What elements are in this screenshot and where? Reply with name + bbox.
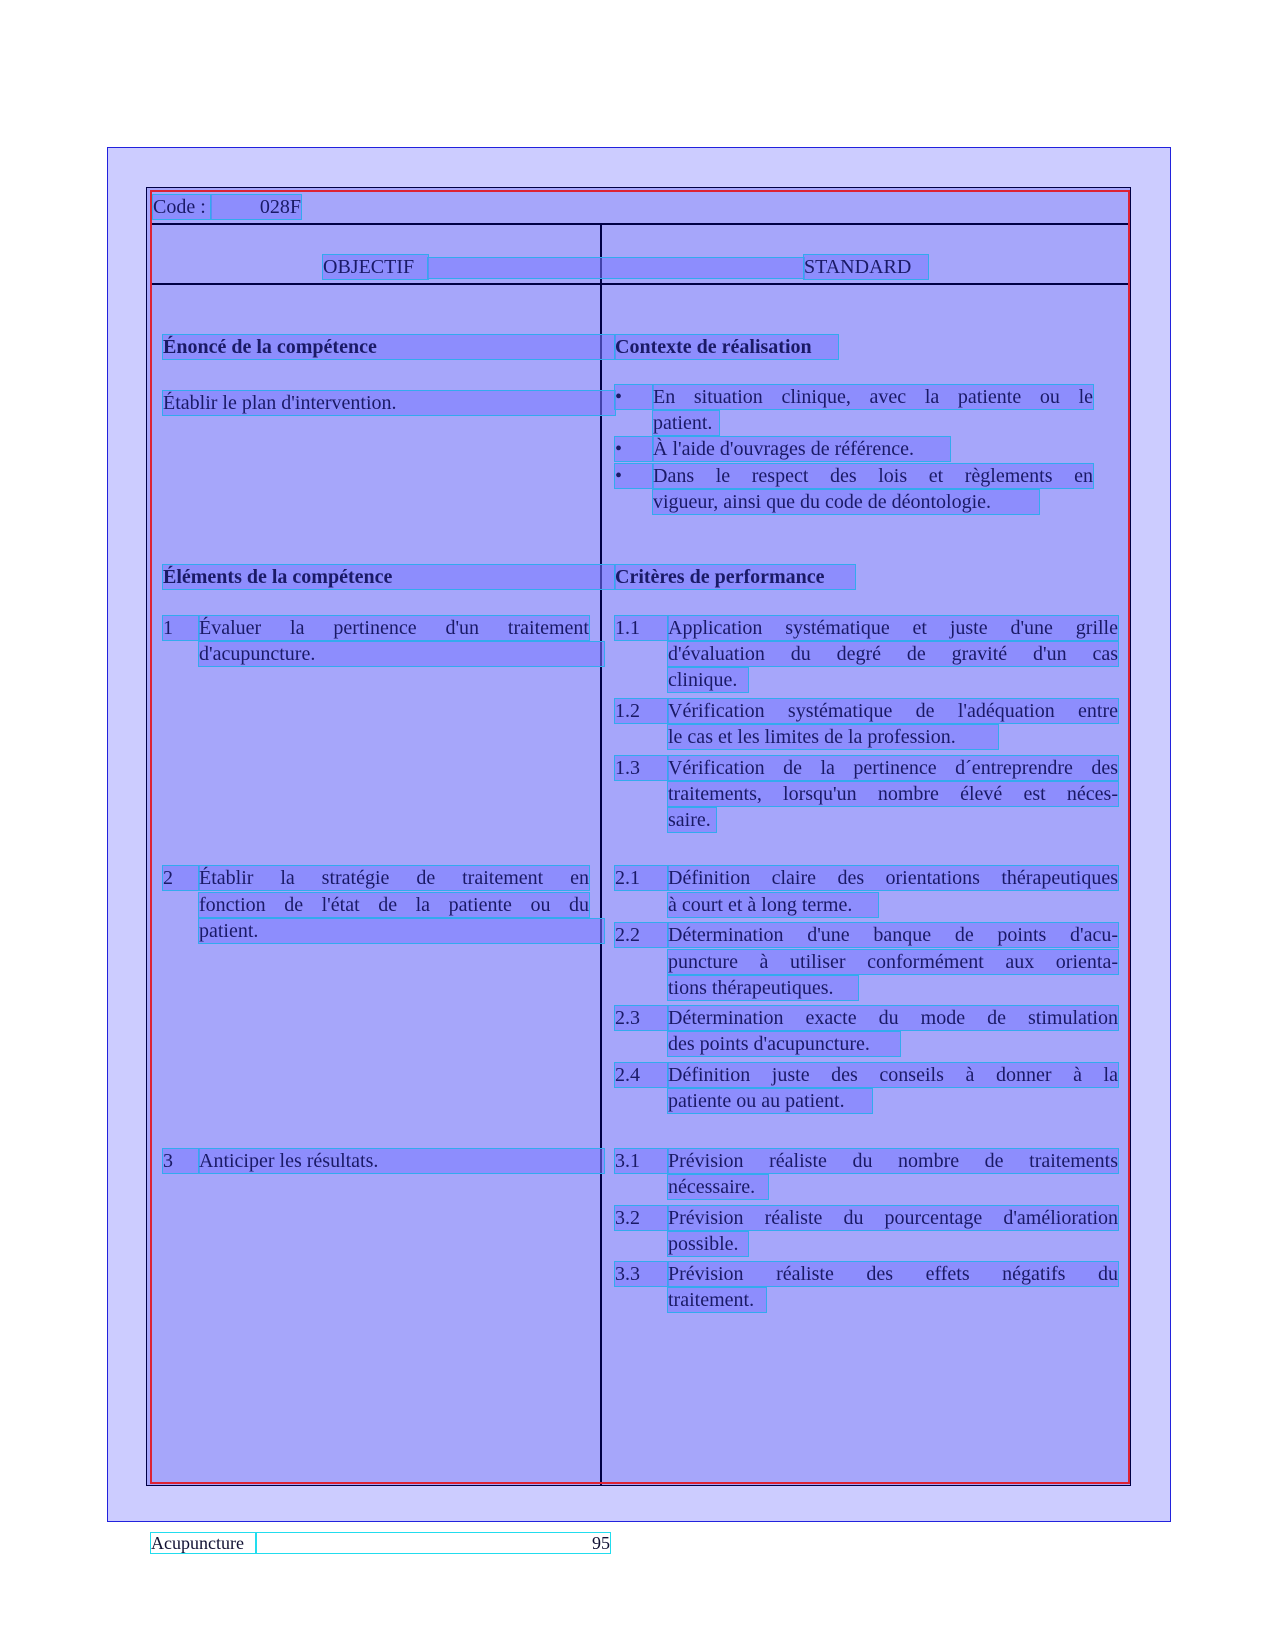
critere-line: Définition claire des orientations thérapeutiques (668, 867, 1118, 889)
critere-line: traitements, lorsqu'un nombre élevé est néces- (668, 783, 1118, 805)
header-divider (150, 223, 1130, 225)
critere-line: Prévision réaliste du pourcentage d'amélioration (668, 1207, 1118, 1229)
critere-number: 2.4 (615, 1063, 668, 1087)
element-text-line: patient. (199, 919, 604, 943)
element-text-line: Évaluer la pertinence d'un traitement (199, 617, 589, 639)
critere-line: Prévision réaliste du nombre de traitements (668, 1150, 1118, 1172)
critere-line: possible. (668, 1232, 748, 1256)
critere-number: 1.2 (615, 699, 668, 723)
critere-number: 3.2 (615, 1206, 668, 1230)
critere-line: à court et à long terme. (668, 893, 878, 917)
critere-line: Prévision réaliste des effets négatifs du (668, 1263, 1118, 1285)
critere-number: 1.1 (615, 616, 668, 640)
contexte-heading: Contexte de réalisation (615, 335, 838, 359)
critere-line: Vérification systématique de l'adéquation entre (668, 700, 1118, 722)
contexte-line: Dans le respect des lois et règlements en (653, 465, 1093, 487)
contexte-line: patient. (653, 411, 719, 435)
element-number: 3 (163, 1149, 199, 1173)
contexte-line: À l'aide d'ouvrages de référence. (653, 437, 950, 461)
column-header-standard: STANDARD (804, 255, 928, 279)
element-text-line: d'acupuncture. (199, 642, 604, 666)
critere-number: 3.1 (615, 1149, 668, 1173)
element-number: 2 (163, 866, 199, 890)
critere-line: Définition juste des conseils à donner à la (668, 1064, 1118, 1086)
footer-page-number: 95 (256, 1533, 610, 1553)
critere-line: Vérification de la pertinence d´entreprendre des (668, 757, 1118, 779)
competence-table (146, 187, 1131, 1486)
footer-program: Acupuncture (151, 1533, 256, 1553)
column-header-objectif: OBJECTIF (323, 255, 428, 279)
code-label: Code : (153, 195, 211, 219)
bullet: • (615, 437, 653, 461)
critere-number: 2.1 (615, 866, 668, 890)
critere-line: tions thérapeutiques. (668, 976, 858, 1000)
critere-line: Détermination d'une banque de points d'acu- (668, 924, 1118, 946)
critere-line: nécessaire. (668, 1175, 768, 1199)
element-text-line: Anticiper les résultats. (199, 1149, 604, 1173)
element-text-line: Établir la stratégie de traitement en (199, 867, 589, 889)
elements-heading: Éléments de la compétence (163, 565, 615, 589)
code-value: 028F (211, 195, 301, 219)
critere-line: Détermination exacte du mode de stimulation (668, 1007, 1118, 1029)
element-text-line: fonction de l'état de la patiente ou du (199, 894, 589, 916)
critere-number: 2.2 (615, 923, 668, 947)
critere-line: Application systématique et juste d'une grille (668, 617, 1118, 639)
critere-line: clinique. (668, 668, 748, 692)
column-header-divider (150, 283, 1130, 285)
critere-number: 3.3 (615, 1262, 668, 1286)
critere-line: d'évaluation du degré de gravité d'un cas (668, 643, 1118, 665)
critere-number: 1.3 (615, 756, 668, 780)
critere-number: 2.3 (615, 1006, 668, 1030)
criteres-heading: Critères de performance (615, 565, 855, 589)
critere-line: patiente ou au patient. (668, 1089, 872, 1113)
enonce-heading: Énoncé de la compétence (163, 335, 615, 359)
element-number: 1 (163, 616, 199, 640)
column-header-band (428, 258, 804, 278)
critere-line: le cas et les limites de la profession. (668, 725, 998, 749)
critere-line: des points d'acupuncture. (668, 1032, 900, 1056)
contexte-line: vigueur, ainsi que du code de déontologie. (653, 490, 1039, 514)
bullet: • (615, 385, 653, 409)
enonce-text: Établir le plan d'intervention. (163, 391, 615, 415)
critere-line: saire. (668, 808, 716, 832)
critere-line: traitement. (668, 1288, 766, 1312)
bullet: • (615, 464, 653, 488)
critere-line: puncture à utiliser conformément aux orienta- (668, 951, 1118, 973)
contexte-line: En situation clinique, avec la patiente ou le (653, 386, 1093, 408)
